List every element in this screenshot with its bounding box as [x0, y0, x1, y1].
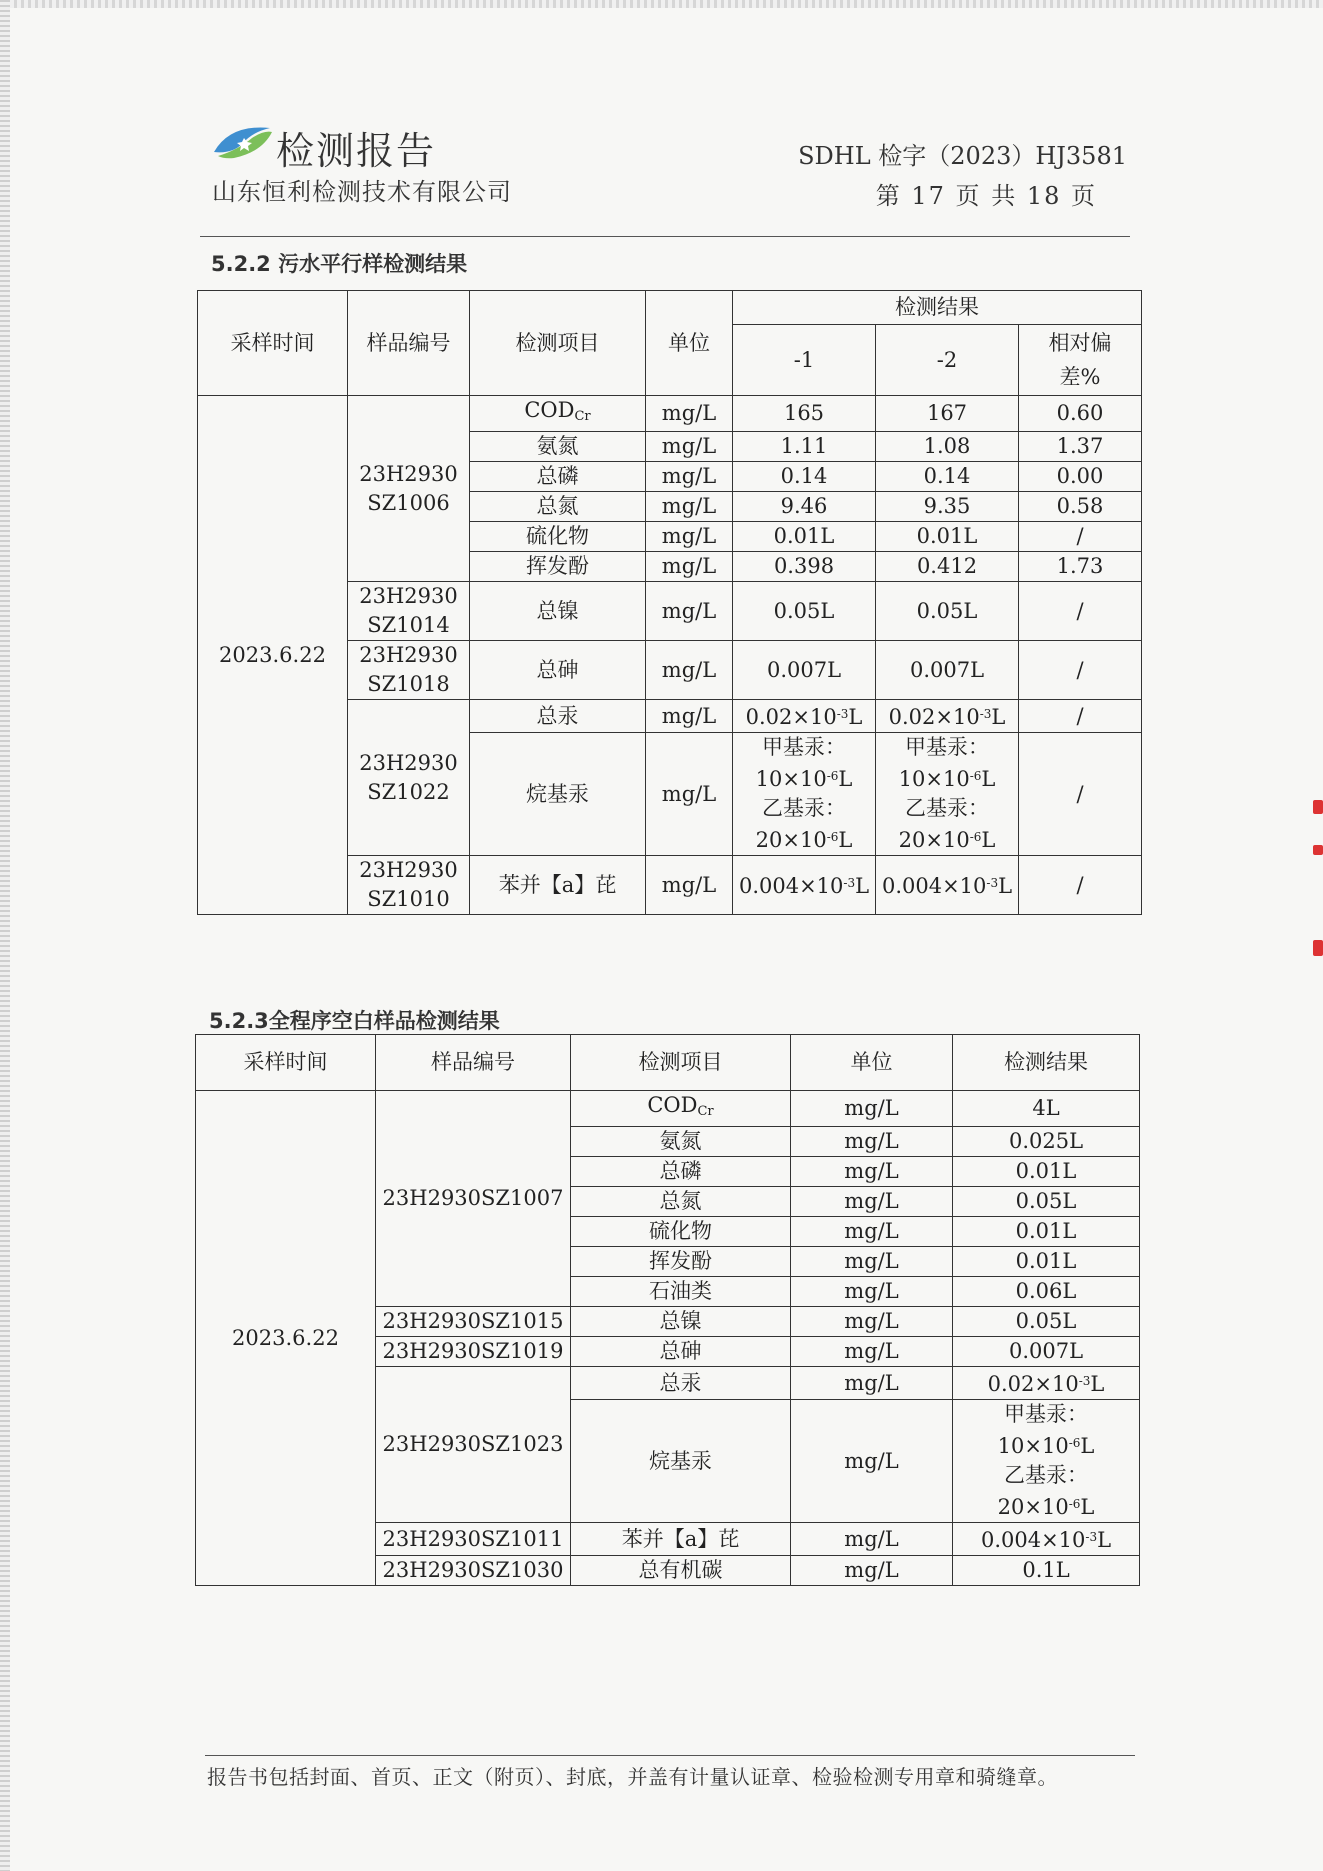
seal-edge-mark [1313, 940, 1323, 956]
blank-sample-table [195, 1034, 1140, 1586]
header-sample-id: 样品编号 [348, 291, 470, 396]
test-item: 苯并【a】芘 [470, 856, 646, 915]
unit: mg/L [791, 1277, 953, 1307]
parallel-sample-table [197, 290, 1142, 915]
result-2: 0.05L [876, 582, 1019, 641]
unit: mg/L [791, 1556, 953, 1586]
unit: mg/L [791, 1367, 953, 1400]
unit: mg/L [791, 1157, 953, 1187]
result-1: 0.007L [733, 641, 876, 700]
relative-deviation: / [1019, 522, 1142, 552]
result: $0.02\times 10^{-3}L$ [953, 1367, 1140, 1400]
footer-divider [205, 1755, 1135, 1756]
relative-deviation: / [1019, 856, 1142, 915]
test-item: 总磷 [470, 462, 646, 492]
test-item: 挥发酚 [571, 1247, 791, 1277]
test-item: 总有机碳 [571, 1556, 791, 1586]
relative-deviation: / [1019, 700, 1142, 733]
test-item: 氨氮 [470, 432, 646, 462]
result: $0.004\times 10^{-3}L$ [953, 1523, 1140, 1556]
result: 0.025L [953, 1127, 1140, 1157]
unit: mg/L [791, 1091, 953, 1127]
unit: mg/L [646, 462, 733, 492]
test-item: 总氮 [470, 492, 646, 522]
test-item: 总氮 [571, 1187, 791, 1217]
result: 0.007L [953, 1337, 1140, 1367]
relative-deviation: / [1019, 641, 1142, 700]
sample-id: 23H2930SZ1015 [376, 1307, 571, 1337]
test-item: 烷基汞 [571, 1400, 791, 1523]
result: 甲基汞： $10\times 10^{-6}L$ 乙基汞： $20\times 10^{-6}L$ [953, 1400, 1140, 1523]
result-2: 0.007L [876, 641, 1019, 700]
result-1: $0.004\times 10^{-3}L$ [733, 856, 876, 915]
result-1: 0.14 [733, 462, 876, 492]
sample-id: 23H2930 SZ1022 [348, 700, 470, 856]
header-result-2: -2 [876, 325, 1019, 396]
relative-deviation: 0.60 [1019, 396, 1142, 432]
relative-deviation: 1.73 [1019, 552, 1142, 582]
test-item: 苯并【a】芘 [571, 1523, 791, 1556]
sample-id: 23H2930SZ1007 [376, 1091, 571, 1307]
report-number: SDHL 检字（2023）HJ3581 [798, 142, 1127, 170]
result: 0.01L [953, 1217, 1140, 1247]
test-item: 烷基汞 [470, 733, 646, 856]
header-sampling-time: 采样时间 [198, 291, 348, 396]
sample-id: 23H2930SZ1030 [376, 1556, 571, 1586]
unit: mg/L [646, 492, 733, 522]
result-2: 0.412 [876, 552, 1019, 582]
seal-edge-mark [1313, 845, 1323, 855]
result-2: $0.02\times 10^{-3}L$ [876, 700, 1019, 733]
result: 0.01L [953, 1157, 1140, 1187]
section-heading-parallel: 5.2.2 污水平行样检测结果 [211, 252, 468, 276]
report-title: 检测报告 [276, 129, 437, 173]
unit: mg/L [791, 1400, 953, 1523]
result-1: 1.11 [733, 432, 876, 462]
header-sampling-time: 采样时间 [196, 1035, 376, 1091]
test-item: 总砷 [470, 641, 646, 700]
result-2: 0.14 [876, 462, 1019, 492]
unit: mg/L [646, 641, 733, 700]
scan-left-edge [0, 0, 10, 1871]
result-2: 0.01L [876, 522, 1019, 552]
result-1: 9.46 [733, 492, 876, 522]
header-unit: 单位 [646, 291, 733, 396]
table-row [196, 1091, 1140, 1127]
relative-deviation: / [1019, 582, 1142, 641]
result-2: 167 [876, 396, 1019, 432]
test-item: 氨氮 [571, 1127, 791, 1157]
result-2: 9.35 [876, 492, 1019, 522]
test-item: 石油类 [571, 1277, 791, 1307]
result-2: 1.08 [876, 432, 1019, 462]
header-test-item: 检测项目 [470, 291, 646, 396]
test-item: 总磷 [571, 1157, 791, 1187]
result: 0.05L [953, 1307, 1140, 1337]
result-1: $0.02\times 10^{-3}L$ [733, 700, 876, 733]
test-item: 总砷 [571, 1337, 791, 1367]
sample-id: 23H2930SZ1011 [376, 1523, 571, 1556]
test-item: $COD_{Cr}$ [470, 396, 646, 432]
result: 0.06L [953, 1277, 1140, 1307]
company-name: 山东恒利检测技术有限公司 [212, 178, 512, 206]
result-2: 甲基汞： $10\times 10^{-6}L$ 乙基汞： $20\times 10^{-6}L$ [876, 733, 1019, 856]
sample-id: 23H2930 SZ1010 [348, 856, 470, 915]
sample-id: 23H2930 SZ1006 [348, 396, 470, 582]
result-1: 165 [733, 396, 876, 432]
unit: mg/L [646, 856, 733, 915]
test-item: 硫化物 [571, 1217, 791, 1247]
result-1: 0.01L [733, 522, 876, 552]
scan-top-edge [0, 0, 1323, 8]
sample-id: 23H2930 SZ1014 [348, 582, 470, 641]
unit: mg/L [791, 1217, 953, 1247]
unit: mg/L [646, 552, 733, 582]
unit: mg/L [646, 396, 733, 432]
seal-edge-mark [1313, 800, 1323, 814]
test-item: 总镍 [470, 582, 646, 641]
sampling-date: 2023.6.22 [196, 1091, 376, 1586]
unit: mg/L [646, 582, 733, 641]
unit: mg/L [646, 432, 733, 462]
result-2: $0.004\times 10^{-3}L$ [876, 856, 1019, 915]
unit: mg/L [791, 1247, 953, 1277]
header-relative-deviation: 相对偏差% [1019, 325, 1142, 396]
sample-id: 23H2930SZ1023 [376, 1367, 571, 1523]
page-number: 第 17 页 共 18 页 [875, 182, 1097, 210]
company-logo-icon [212, 122, 274, 160]
result-1: 0.398 [733, 552, 876, 582]
header-divider [200, 236, 1130, 237]
unit: mg/L [646, 733, 733, 856]
header-unit: 单位 [791, 1035, 953, 1091]
result-1: 甲基汞： $10\times 10^{-6}L$ 乙基汞： $20\times 10^{-6}L$ [733, 733, 876, 856]
result: 0.01L [953, 1247, 1140, 1277]
test-item: 挥发酚 [470, 552, 646, 582]
result: 0.05L [953, 1187, 1140, 1217]
section-heading-blank: 5.2.3全程序空白样品检测结果 [209, 1009, 500, 1033]
header-result-1: -1 [733, 325, 876, 396]
test-item: 总汞 [470, 700, 646, 733]
unit: mg/L [646, 700, 733, 733]
test-item: $COD_{Cr}$ [571, 1091, 791, 1127]
test-item: 硫化物 [470, 522, 646, 552]
test-item: 总汞 [571, 1367, 791, 1400]
relative-deviation: 0.58 [1019, 492, 1142, 522]
unit: mg/L [791, 1337, 953, 1367]
header-result: 检测结果 [733, 291, 1142, 325]
relative-deviation: / [1019, 733, 1142, 856]
relative-deviation: 0.00 [1019, 462, 1142, 492]
unit: mg/L [791, 1127, 953, 1157]
header-result: 检测结果 [953, 1035, 1140, 1091]
test-item: 总镍 [571, 1307, 791, 1337]
unit: mg/L [791, 1523, 953, 1556]
header-test-item: 检测项目 [571, 1035, 791, 1091]
unit: mg/L [791, 1307, 953, 1337]
sampling-date: 2023.6.22 [198, 396, 348, 915]
footer-note: 报告书包括封面、首页、正文（附页）、封底，并盖有计量认证章、检验检测专用章和骑缝章。 [207, 1765, 1058, 1789]
sample-id: 23H2930SZ1019 [376, 1337, 571, 1367]
unit: mg/L [791, 1187, 953, 1217]
result: 4L [953, 1091, 1140, 1127]
result: 0.1L [953, 1556, 1140, 1586]
sample-id: 23H2930 SZ1018 [348, 641, 470, 700]
relative-deviation: 1.37 [1019, 432, 1142, 462]
header-sample-id: 样品编号 [376, 1035, 571, 1091]
unit: mg/L [646, 522, 733, 552]
table-row [198, 396, 1142, 432]
result-1: 0.05L [733, 582, 876, 641]
